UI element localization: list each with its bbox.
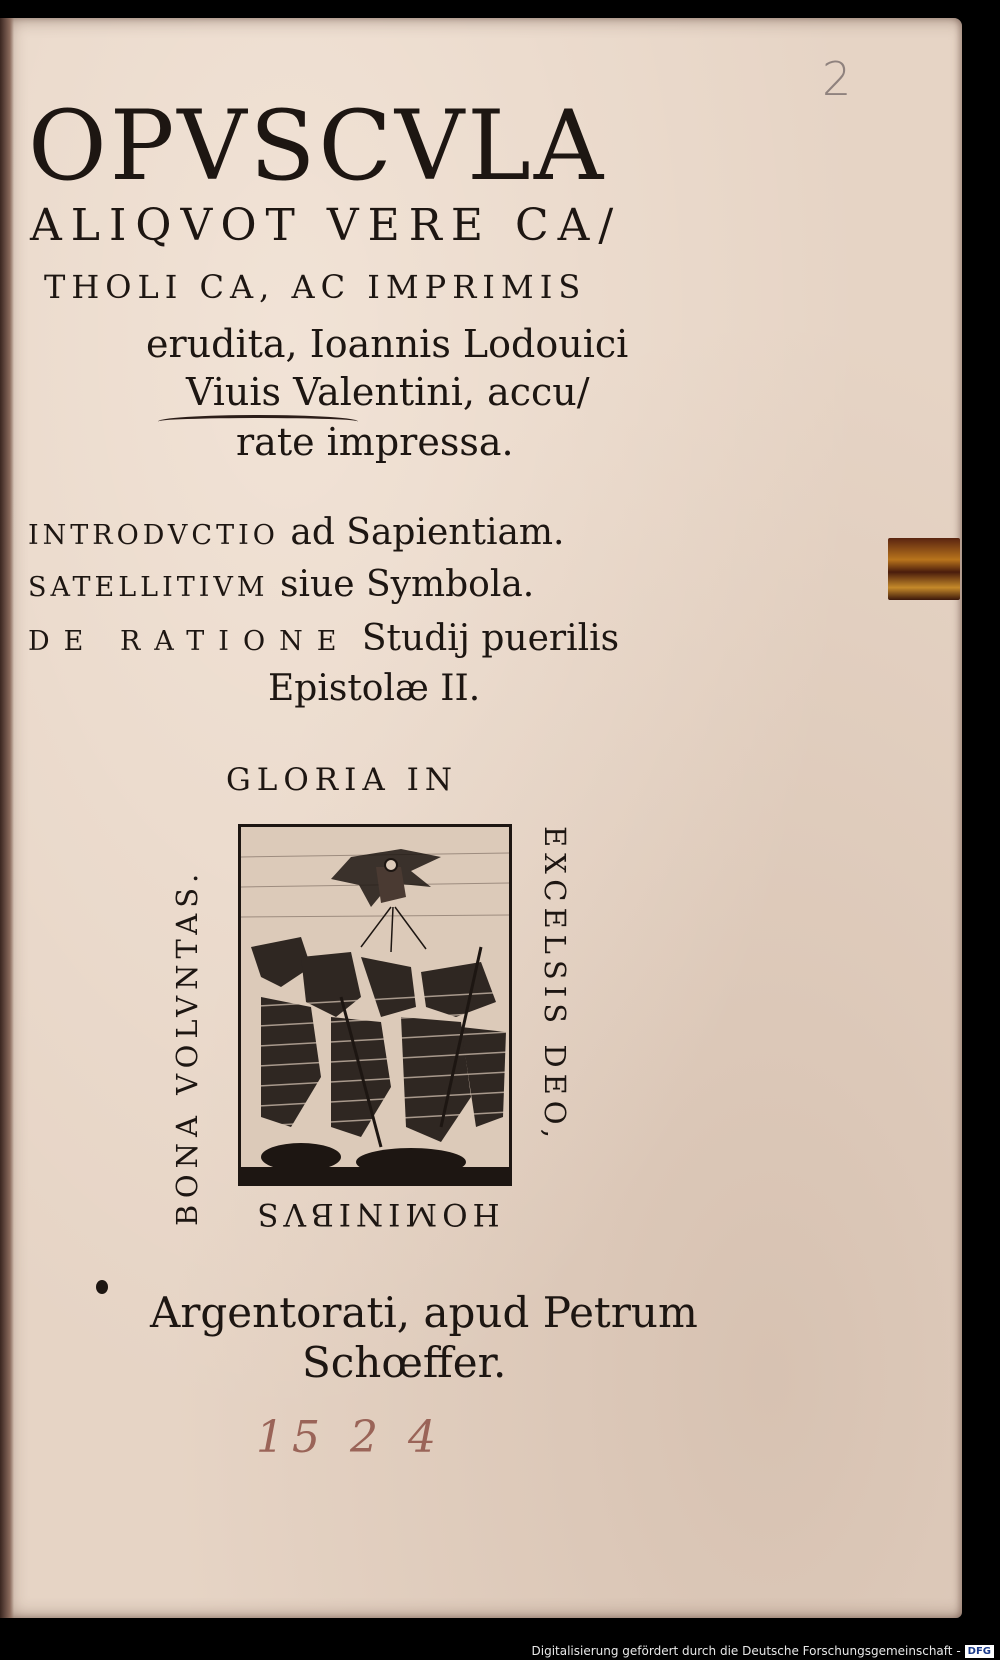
- title-line-5: Viuis Valentini, accu/: [186, 370, 590, 414]
- contents-item-epistolae: [268, 668, 480, 709]
- credit-text: Digitalisierung gefördert durch die Deutsche Forschungsgemeinschaft -: [531, 1644, 961, 1658]
- contents-item-introductio: [28, 512, 565, 553]
- imprint-line-1: Argentorati, apud Petrum: [150, 1288, 698, 1337]
- gilt-bookmark-tab: [888, 538, 960, 600]
- woodcut-inscription-right: EXCELSIS DEO,: [538, 826, 572, 1145]
- title-line-6: rate impressa.: [236, 420, 514, 464]
- contents-caps: SATELLITIVM: [28, 572, 269, 603]
- title-line-3: THOLI CA, AC IMPRIMIS: [44, 268, 587, 306]
- contents-caps: DE RATIONE: [28, 626, 351, 657]
- woodcut-illustration: [238, 824, 512, 1186]
- title-line-4: erudita, Ioannis Lodouici: [146, 322, 629, 366]
- ink-spot: [96, 1280, 108, 1294]
- pencil-shelf-number: 2: [822, 52, 852, 106]
- contents-item-satellitium: [28, 564, 534, 605]
- contents-text: Epistolæ II.: [268, 668, 481, 709]
- contents-text: Studij puerilis: [350, 618, 620, 659]
- woodcut-inscription-left: BONA VOLVNTAS.: [170, 867, 204, 1226]
- contents-text: siue Symbola.: [268, 564, 535, 605]
- title-line-2: ALIQVOT VERE CA/: [30, 200, 623, 251]
- handwritten-year: 15 2 4: [256, 1412, 444, 1463]
- annunciation-to-shepherds-image: [241, 827, 509, 1183]
- title-line-1: OPVSCVLA: [28, 90, 607, 202]
- imprint-line-2: Schœffer.: [302, 1338, 507, 1387]
- woodcut-inscription-top: GLORIA IN: [226, 762, 458, 798]
- contents-item-de-ratione: [28, 618, 619, 659]
- book-spine-shadow: [0, 18, 14, 1618]
- digitization-credit: [532, 1644, 995, 1658]
- woodcut-inscription-bottom: HOMINIBVS: [252, 1196, 500, 1232]
- dfg-logo: DFG: [965, 1645, 994, 1658]
- contents-text: ad Sapientiam.: [278, 512, 565, 553]
- contents-caps: INTRODVCTIO: [28, 520, 279, 551]
